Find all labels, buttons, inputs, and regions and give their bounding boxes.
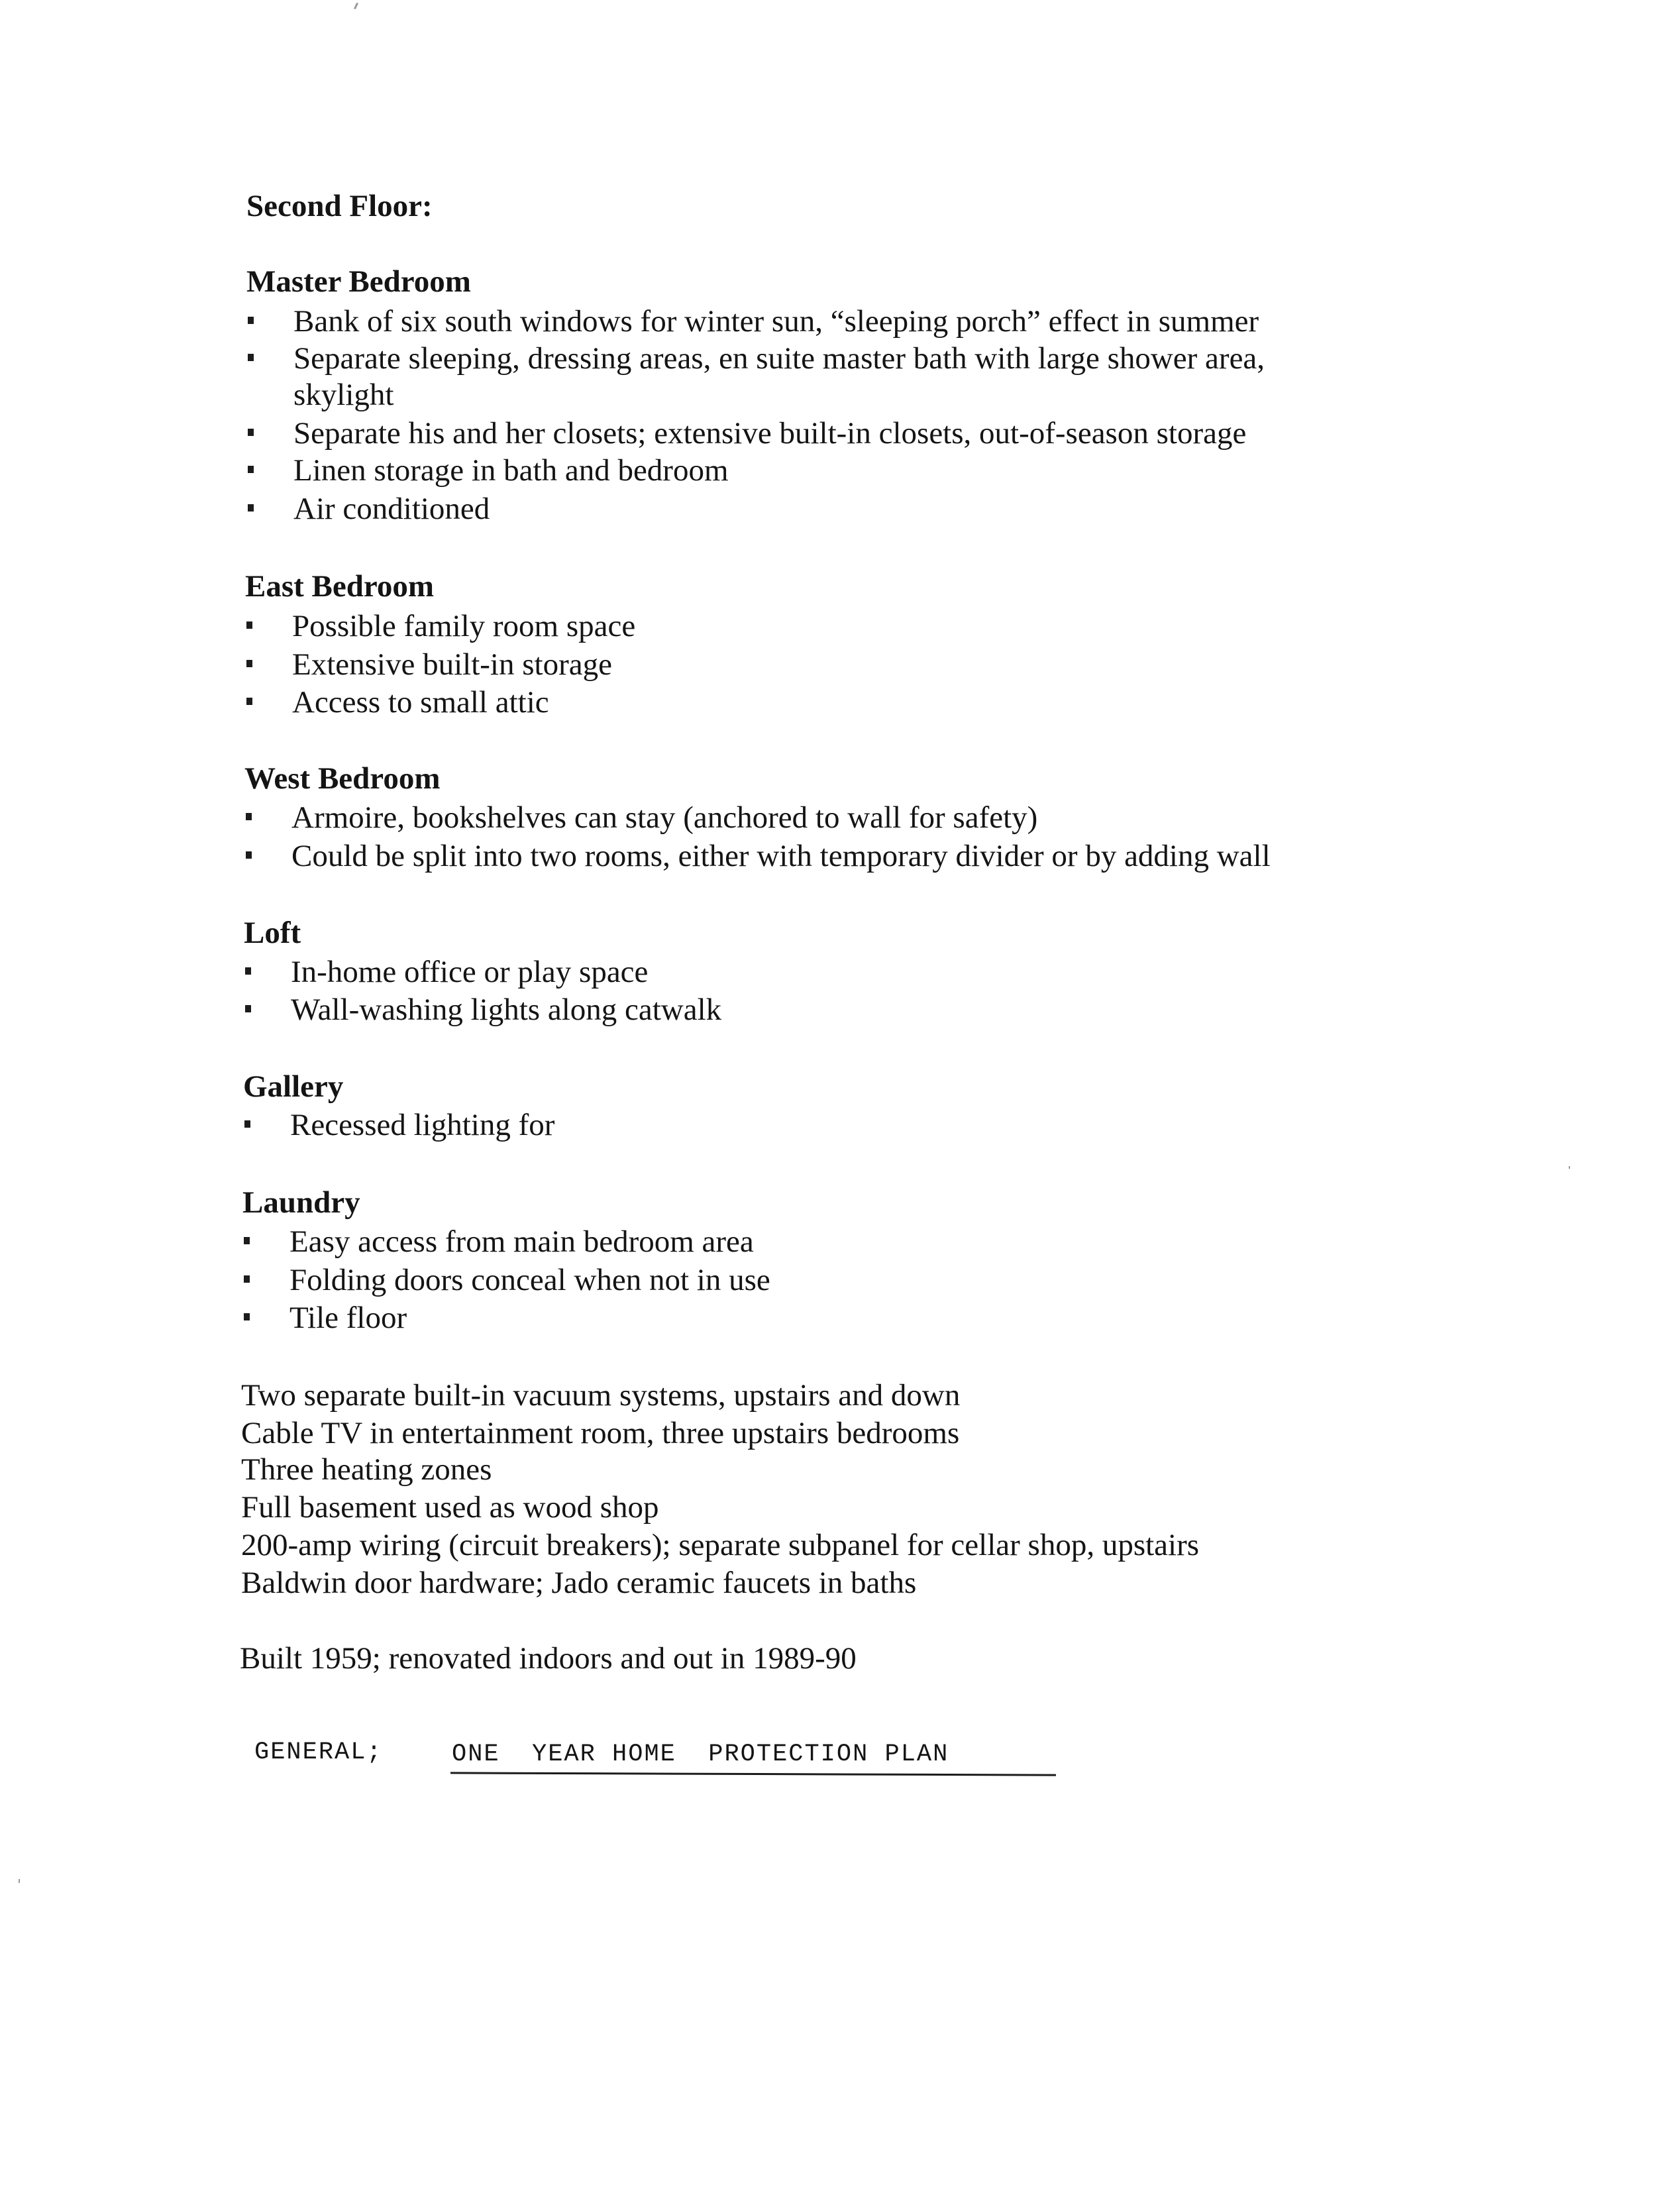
list-item: Linen storage in bath and bedroom: [293, 453, 729, 488]
list-item: Extensive built-in storage: [292, 647, 612, 682]
footer-label: GENERAL;: [254, 1739, 383, 1766]
bullet-marker: [245, 967, 251, 975]
feature-line: Baldwin door hardware; Jado ceramic faucets in baths: [241, 1566, 917, 1600]
list-item: Recessed lighting for: [290, 1108, 555, 1142]
footer-underline: [450, 1772, 1056, 1776]
feature-line: Full basement used as wood shop: [241, 1490, 659, 1525]
bullet-marker: [248, 466, 254, 473]
scan-speck: [354, 3, 358, 9]
list-item: Bank of six south windows for winter sun, “sleeping porch” effect in summer: [293, 304, 1259, 339]
section-title-east-bedroom: East Bedroom: [245, 569, 435, 604]
bullet-marker: [244, 1120, 250, 1128]
bullet-marker: [244, 1237, 250, 1244]
bullet-marker: [248, 429, 254, 436]
built-note: Built 1959; renovated indoors and out in 1989-90: [240, 1641, 857, 1676]
list-item: Armoire, bookshelves can stay (anchored to wall for safety): [291, 800, 1038, 835]
bullet-marker: [246, 621, 252, 629]
bullet-marker: [244, 1275, 250, 1283]
list-item: In-home office or play space: [291, 955, 649, 989]
list-item: Air conditioned: [293, 492, 490, 526]
bullet-marker: [248, 354, 254, 361]
list-item: Wall-washing lights along catwalk: [291, 993, 722, 1027]
bullet-marker: [246, 813, 252, 820]
scan-speck: [1569, 1166, 1570, 1169]
section-title-laundry: Laundry: [242, 1185, 360, 1220]
bullet-marker: [244, 1313, 250, 1320]
feature-line: 200-amp wiring (circuit breakers); separate subpanel for cellar shop, upstairs: [241, 1528, 1200, 1562]
bullet-marker: [248, 317, 254, 324]
bullet-marker: [246, 660, 252, 667]
footer-plan-title: ONE YEAR HOME PROTECTION PLAN: [452, 1741, 949, 1768]
bullet-marker: [246, 851, 252, 859]
list-item: Separate sleeping, dressing areas, en suite master bath with large shower area,: [293, 341, 1265, 376]
list-item: Tile floor: [289, 1301, 407, 1335]
bullet-marker: [248, 504, 254, 511]
section-title-loft: Loft: [244, 916, 301, 950]
section-title-gallery: Gallery: [243, 1069, 344, 1104]
bullet-marker: [246, 698, 252, 705]
feature-line: Cable TV in entertainment room, three upstairs bedrooms: [241, 1416, 960, 1450]
list-item: Possible family room space: [292, 609, 636, 643]
page-heading: Second Floor:: [246, 189, 433, 223]
section-title-master-bedroom: Master Bedroom: [246, 264, 471, 299]
bullet-marker: [245, 1005, 251, 1012]
list-item: Could be split into two rooms, either with temporary divider or by adding wall: [291, 839, 1271, 873]
feature-line: Two separate built-in vacuum systems, upstairs and down: [241, 1378, 961, 1413]
list-item-continuation: skylight: [293, 378, 394, 412]
feature-line: Three heating zones: [241, 1452, 492, 1487]
scan-speck: [19, 1879, 20, 1883]
list-item: Folding doors conceal when not in use: [289, 1263, 770, 1297]
section-title-west-bedroom: West Bedroom: [244, 761, 441, 796]
list-item: Separate his and her closets; extensive built-in closets, out-of-season storage: [293, 416, 1247, 451]
list-item: Easy access from main bedroom area: [289, 1224, 754, 1259]
list-item: Access to small attic: [292, 685, 549, 720]
